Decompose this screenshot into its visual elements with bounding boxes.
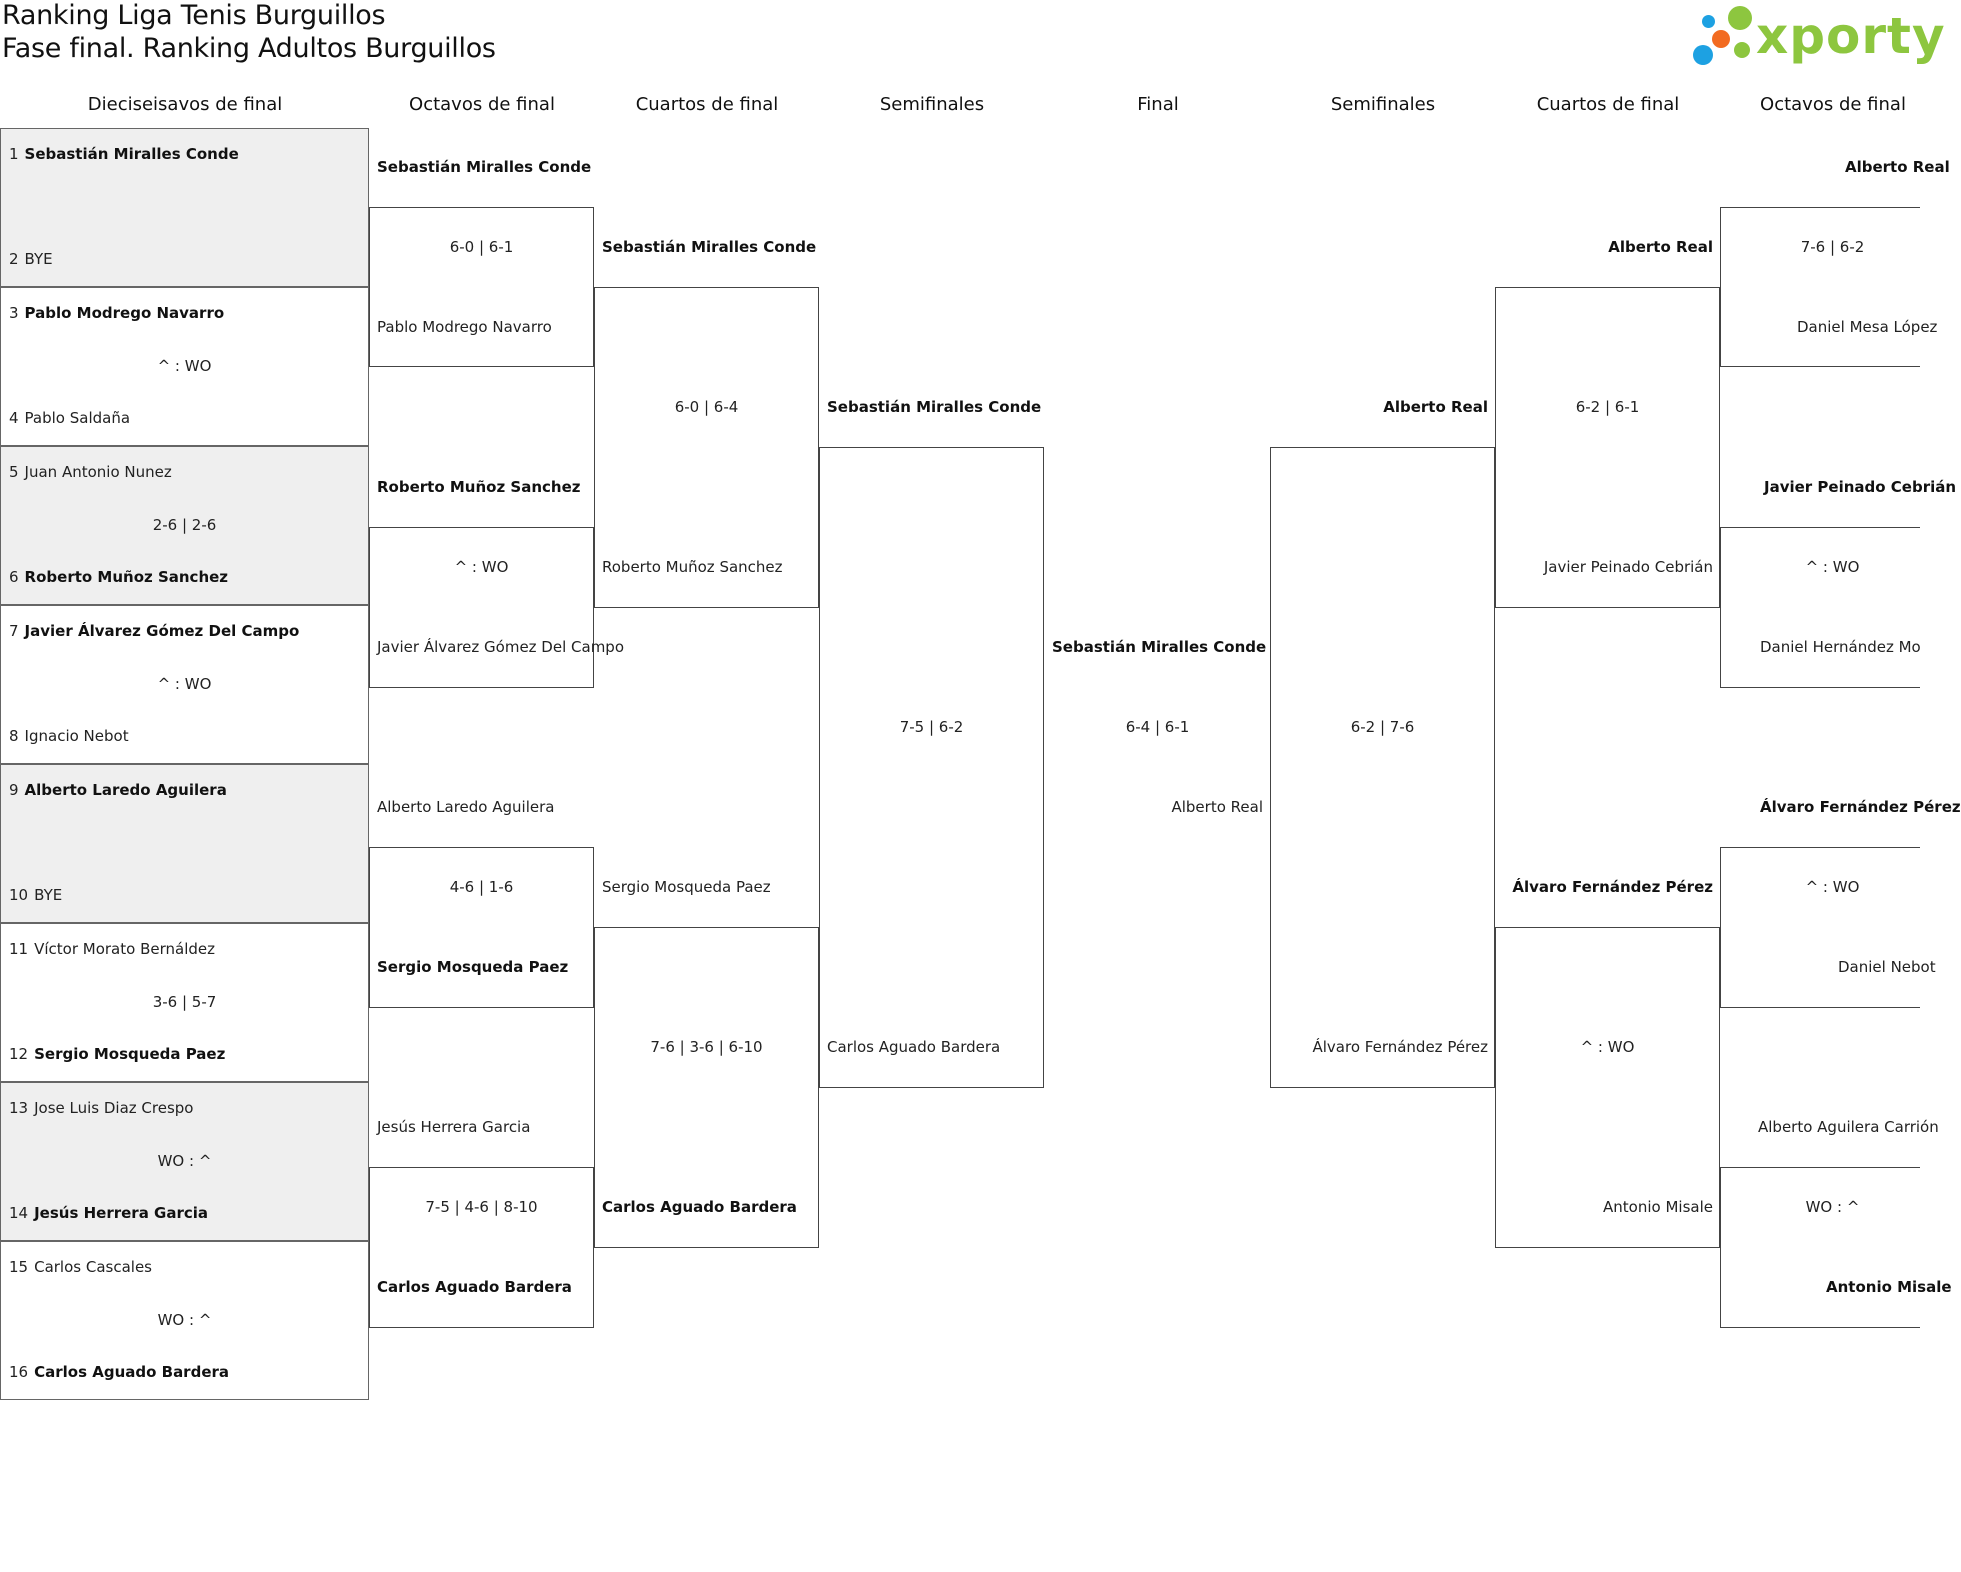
qf-right-2-top: Álvaro Fernández Pérez — [1512, 878, 1713, 896]
r16-match-2 — [0, 287, 369, 446]
player-entry: 10 BYE — [9, 886, 63, 904]
logo-dot-blue — [1693, 45, 1713, 65]
logo-dot-blue-small — [1702, 15, 1715, 28]
r8-right-connector-1 — [1720, 207, 1938, 367]
player-entry: 7 Javier Álvarez Gómez Del Campo — [9, 622, 300, 640]
r8-right-3-bottom: Daniel Nebot — [1838, 958, 1936, 976]
r16-match-1 — [0, 128, 369, 287]
r8-left-2-top: Roberto Muñoz Sanchez — [377, 478, 581, 496]
r8-right-1-top: Alberto Real — [1845, 158, 1950, 176]
r16-match-8 — [0, 1241, 369, 1400]
logo-dot-green-small — [1734, 42, 1750, 58]
match-score: 2-6 | 2-6 — [152, 516, 217, 534]
player-entry: 16 Carlos Aguado Bardera — [9, 1363, 230, 1381]
round-header-sf-left: Semifinales — [879, 94, 985, 115]
sf-left-bottom: Carlos Aguado Bardera — [827, 1038, 1001, 1056]
r8-right-2-bottom: Daniel Hernández Mo — [1760, 638, 1921, 656]
sf-left-score: 7-5 | 6-2 — [899, 718, 964, 736]
page-title: Ranking Liga Tenis Burguillos — [2, 0, 386, 31]
qf-right-2-bottom: Antonio Misale — [1603, 1198, 1713, 1216]
player-entry: 11 Víctor Morato Bernáldez — [9, 940, 215, 958]
match-score: 3-6 | 5-7 — [152, 993, 217, 1011]
r8-left-4-top: Jesús Herrera Garcia — [377, 1118, 531, 1136]
page-subtitle: Fase final. Ranking Adultos Burguillos — [2, 33, 496, 64]
player-entry: 4 Pablo Saldaña — [9, 409, 131, 427]
qf-left-1-score: 6-0 | 6-4 — [674, 398, 739, 416]
sf-right-score: 6-2 | 7-6 — [1350, 718, 1415, 736]
logo-text: xporty — [1756, 7, 1946, 65]
r8-left-connector-3 — [369, 847, 594, 1008]
r16-match-7 — [0, 1082, 369, 1241]
r8-left-1-score: 6-0 | 6-1 — [449, 238, 514, 256]
qf-left-1-bottom: Roberto Muñoz Sanchez — [602, 558, 783, 576]
sf-left-connector — [819, 447, 1044, 1088]
sf-right-connector — [1270, 447, 1495, 1088]
sf-right-bottom: Álvaro Fernández Pérez — [1312, 1038, 1488, 1056]
player-entry: 12 Sergio Mosqueda Paez — [9, 1045, 226, 1063]
round-header-final: Final — [1137, 94, 1179, 115]
qf-left-2-bottom: Carlos Aguado Bardera — [602, 1198, 797, 1216]
qf-left-1-top: Sebastián Miralles Conde — [602, 238, 817, 256]
round-header-r8-left: Octavos de final — [409, 94, 555, 115]
r8-right-4-top: Alberto Aguilera Carrión — [1758, 1118, 1939, 1136]
r8-right-3-top: Álvaro Fernández Pérez — [1760, 798, 1961, 816]
r8-left-connector-1 — [369, 207, 594, 367]
r8-right-1-score: 7-6 | 6-2 — [1800, 238, 1865, 256]
qf-left-2-score: 7-6 | 3-6 | 6-10 — [650, 1038, 763, 1056]
player-entry: 8 Ignacio Nebot — [9, 727, 129, 745]
round-header-qf-left: Cuartos de final — [635, 94, 779, 115]
r8-left-3-top: Alberto Laredo Aguilera — [377, 798, 555, 816]
r16-match-3 — [0, 446, 369, 605]
qf-right-1-score: 6-2 | 6-1 — [1575, 398, 1640, 416]
player-entry: 1 Sebastián Miralles Conde — [9, 145, 239, 163]
r8-left-4-bottom: Carlos Aguado Bardera — [377, 1278, 572, 1296]
round-header-r8-right: Octavos de final — [1760, 94, 1906, 115]
sf-right-top: Alberto Real — [1383, 398, 1488, 416]
r8-left-connector-4 — [369, 1167, 594, 1328]
r8-left-connector-2 — [369, 527, 625, 688]
final-score: 6-4 | 6-1 — [1125, 718, 1190, 736]
round-header-r16: Dieciseisavos de final — [87, 94, 283, 115]
r8-left-3-score: 4-6 | 1-6 — [449, 878, 514, 896]
player-entry: 9 Alberto Laredo Aguilera — [9, 781, 227, 799]
xporty-logo — [1690, 2, 1946, 72]
qf-right-1-bottom: Javier Peinado Cebrián — [1543, 558, 1713, 576]
r8-right-3-score: ^ : WO — [1805, 878, 1860, 896]
r8-left-3-bottom: Sergio Mosqueda Paez — [377, 958, 569, 976]
match-score: ^ : WO — [157, 675, 212, 693]
qf-right-2-score: ^ : WO — [1580, 1038, 1635, 1056]
r8-right-connector-4 — [1720, 1167, 1952, 1328]
r16-match-6 — [0, 923, 369, 1082]
match-score: ^ : WO — [157, 357, 212, 375]
sf-left-top: Sebastián Miralles Conde — [827, 398, 1042, 416]
r8-right-2-top: Javier Peinado Cebrián — [1764, 478, 1957, 496]
r8-left-2-bottom: Javier Álvarez Gómez Del Campo — [377, 638, 625, 656]
r8-right-1-bottom: Daniel Mesa López — [1797, 318, 1938, 336]
player-entry: 3 Pablo Modrego Navarro — [9, 304, 225, 322]
player-entry: 5 Juan Antonio Nunez — [9, 463, 172, 481]
r8-left-1-bottom: Pablo Modrego Navarro — [377, 318, 552, 336]
player-entry: 13 Jose Luis Diaz Crespo — [9, 1099, 194, 1117]
player-entry: 15 Carlos Cascales — [9, 1258, 152, 1276]
r8-left-2-score: ^ : WO — [454, 558, 509, 576]
r8-left-4-score: 7-5 | 4-6 | 8-10 — [425, 1198, 538, 1216]
r8-right-4-bottom: Antonio Misale — [1826, 1278, 1952, 1296]
match-score: WO : ^ — [157, 1152, 212, 1170]
r8-left-1-top: Sebastián Miralles Conde — [377, 158, 592, 176]
logo-dot-orange — [1712, 30, 1730, 48]
r16-match-5 — [0, 764, 369, 923]
r8-right-connector-3 — [1720, 847, 1936, 1008]
match-score: WO : ^ — [157, 1311, 212, 1329]
qf-right-1-top: Alberto Real — [1608, 238, 1713, 256]
r8-right-connector-2 — [1720, 527, 1920, 688]
player-entry: 14 Jesús Herrera Garcia — [9, 1204, 209, 1222]
final-left-player: Sebastián Miralles Conde — [1052, 638, 1267, 656]
r8-right-2-score: ^ : WO — [1805, 558, 1860, 576]
r16-match-4 — [0, 605, 369, 764]
player-entry: 2 BYE — [9, 250, 53, 268]
qf-left-2-top: Sergio Mosqueda Paez — [602, 878, 771, 896]
player-entry: 6 Roberto Muñoz Sanchez — [9, 568, 229, 586]
final-right-player: Alberto Real — [1171, 798, 1263, 816]
round-header-qf-right: Cuartos de final — [1536, 94, 1680, 115]
logo-dot-green — [1728, 6, 1752, 30]
r8-right-4-score: WO : ^ — [1805, 1198, 1860, 1216]
round-header-sf-right: Semifinales — [1330, 94, 1436, 115]
